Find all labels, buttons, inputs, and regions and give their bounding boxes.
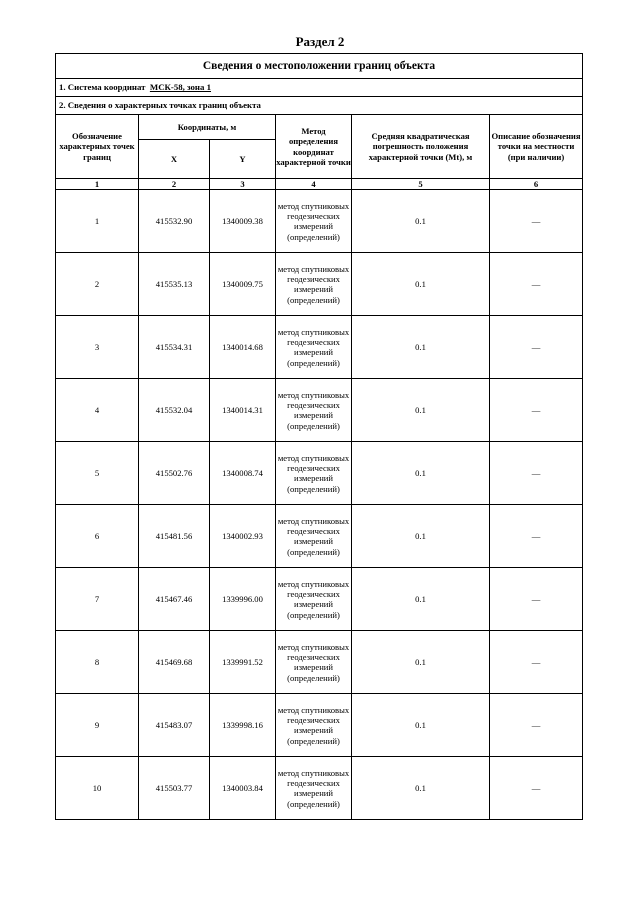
description: — [490,190,583,253]
table-row [56,316,583,379]
x-coordinate: 415502.76 [139,442,210,505]
point-number: 5 [56,442,139,505]
description: — [490,757,583,820]
accuracy-value: 0.1 [352,568,490,631]
description: — [490,316,583,379]
y-coordinate: 1340014.31 [210,379,276,442]
method: метод спутниковых геодезических измерений (определений) [276,190,352,253]
accuracy-value: 0.1 [352,757,490,820]
table-row [56,568,583,631]
section-title: Раздел 2 [295,34,345,49]
x-coordinate: 415483.07 [139,694,210,757]
point-number: 10 [56,757,139,820]
accuracy-value: 0.1 [352,190,490,253]
col-number: 1 [56,179,139,190]
point-number: 8 [56,631,139,694]
description: — [490,694,583,757]
y-coordinate: 1340009.75 [210,253,276,316]
description: — [490,505,583,568]
point-number: 7 [56,568,139,631]
point-number: 6 [56,505,139,568]
method: метод спутниковых геодезических измерений (определений) [276,379,352,442]
x-coordinate: 415535.13 [139,253,210,316]
coord-system-value: МСК-58, зона 1 [149,82,211,93]
point-number: 9 [56,694,139,757]
point-number: 3 [56,316,139,379]
header-description: Описание обозначения точки на местности (при наличии) [490,115,583,179]
x-coordinate: 415532.04 [139,379,210,442]
method: метод спутниковых геодезических измерений (определений) [276,442,352,505]
accuracy-value: 0.1 [352,316,490,379]
accuracy-value: 0.1 [352,253,490,316]
table-row [56,253,583,316]
description: — [490,253,583,316]
header-accuracy: Средняя квадратическая погрешность положения характерной точки (Mt), м [352,115,490,179]
document-title: Сведения о местоположении границ объекта [56,54,583,79]
x-coordinate: 415534.31 [139,316,210,379]
y-coordinate: 1339991.52 [210,631,276,694]
accuracy-value: 0.1 [352,442,490,505]
header-method: Метод определения координат характерной точки [276,115,352,179]
boundary-points-table [55,53,583,820]
method: метод спутниковых геодезических измерений (определений) [276,568,352,631]
point-number: 1 [56,190,139,253]
y-coordinate: 1340008.74 [210,442,276,505]
x-coordinate: 415532.90 [139,190,210,253]
col-number: 2 [139,179,210,190]
table-row [56,442,583,505]
x-coordinate: 415481.56 [139,505,210,568]
x-coordinate: 415469.68 [139,631,210,694]
subsection-title: 2. Сведения о характерных точках границ объекта [56,97,583,115]
header-x: X [139,140,210,179]
description: — [490,442,583,505]
method: метод спутниковых геодезических измерений (определений) [276,757,352,820]
y-coordinate: 1339996.00 [210,568,276,631]
method: метод спутниковых геодезических измерений (определений) [276,631,352,694]
method: метод спутниковых геодезических измерений (определений) [276,505,352,568]
y-coordinate: 1340003.84 [210,757,276,820]
accuracy-value: 0.1 [352,694,490,757]
method: метод спутниковых геодезических измерений (определений) [276,253,352,316]
accuracy-value: 0.1 [352,379,490,442]
coord-system-line [56,79,583,97]
table-row [56,757,583,820]
x-coordinate: 415503.77 [139,757,210,820]
y-coordinate: 1340009.38 [210,190,276,253]
table-row [56,505,583,568]
header-coords: Координаты, м [139,115,276,140]
x-coordinate: 415467.46 [139,568,210,631]
description: — [490,568,583,631]
col-number: 6 [490,179,583,190]
table-row [56,694,583,757]
col-number: 3 [210,179,276,190]
description: — [490,379,583,442]
description: — [490,631,583,694]
accuracy-value: 0.1 [352,505,490,568]
method: метод спутниковых геодезических измерений (определений) [276,316,352,379]
col-number: 4 [276,179,352,190]
header-point-id: Обозначение характерных точек границ [56,115,139,179]
table-row [56,190,583,253]
table-row [56,379,583,442]
accuracy-value: 0.1 [352,631,490,694]
y-coordinate: 1340002.93 [210,505,276,568]
table-row [56,631,583,694]
header-y: Y [210,140,276,179]
y-coordinate: 1339998.16 [210,694,276,757]
y-coordinate: 1340014.68 [210,316,276,379]
point-number: 4 [56,379,139,442]
method: метод спутниковых геодезических измерений (определений) [276,694,352,757]
point-number: 2 [56,253,139,316]
coord-system-label: 1. Система координат [59,82,146,93]
col-number: 5 [352,179,490,190]
